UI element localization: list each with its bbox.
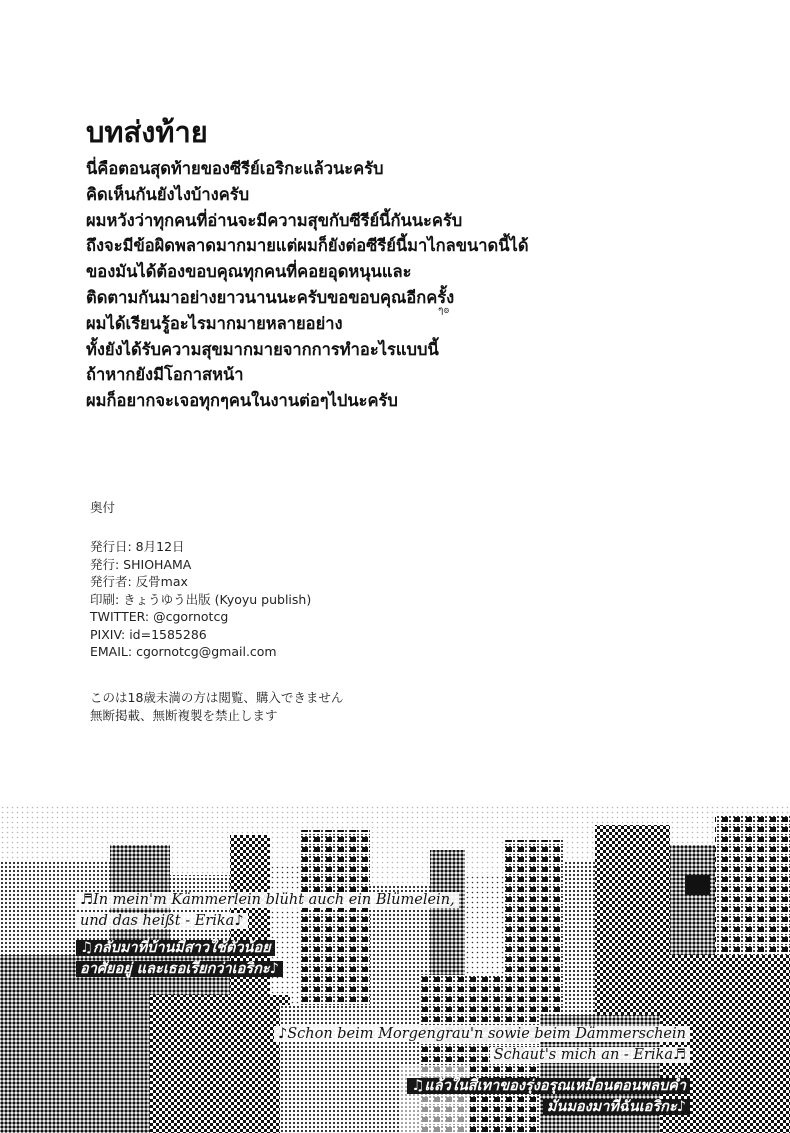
- colophon-issuer: 発行者: 反骨max: [90, 574, 188, 589]
- afterword-line: ติดตามกันมาอย่างยาวนานนะครับขอขอบคุณอีกครั้ง: [86, 287, 455, 307]
- colophon-twitter: TWITTER: @cgornotcg: [90, 609, 229, 624]
- small-mark: ๆ๏: [438, 305, 450, 316]
- afterword-body: [86, 156, 766, 414]
- lyric-verse2-german-line2: Schaut's mich an - Erika♬: [490, 1047, 690, 1063]
- afterword-line: ถ้าหากยังมีโอกาสหน้า: [86, 365, 244, 385]
- age-notice: [90, 689, 343, 724]
- lyric-verse1-thai-line1: ♫กลับมาที่บ้านมีสาวใช้ตัวน้อย: [76, 940, 275, 956]
- lyric-verse1-thai-line2: อาศัยอยู่ และเธอเรียกว่าเอริกะ♪: [76, 961, 283, 977]
- lyric-verse1-thai: [76, 937, 283, 979]
- lyric-verse1-german-line2: und das heißt - Erika♪: [76, 913, 248, 929]
- colophon-pixiv: PIXIV: id=1585286: [90, 626, 207, 642]
- colophon-email: EMAIL: cgornotcg@gmail.com: [90, 644, 277, 659]
- afterword-line: ผมได้เรียนรู้อะไรมากมายหลายอย่าง: [86, 313, 343, 333]
- colophon-section: [90, 498, 510, 661]
- lyric-verse1-german-line1: ♬In mein'm Kämmerlein blüht auch ein Blümelein,: [76, 892, 459, 908]
- afterword-line: นี่คือตอนสุดท้ายของซีรีย์เอริกะแล้วนะครับ: [86, 159, 384, 178]
- lyric-verse2-german-line1: ♪Schon beim Morgengrau'n sowie beim Dämmerschein: [274, 1026, 690, 1042]
- lyric-verse2-german: [274, 1023, 690, 1065]
- age-restriction-text: このは18歳未満の方は閲覧、購入できません: [90, 690, 344, 705]
- lyric-verse2-thai: [407, 1075, 690, 1117]
- colophon-publish-date: 発行日: 8月12日: [90, 539, 185, 554]
- colophon-title: 奥付: [90, 500, 116, 515]
- afterword-line: ของมันได้ต้องขอบคุณทุกคนที่คอยอุดหนุนและ: [86, 262, 412, 282]
- colophon-publisher: 発行: SHIOHAMA: [90, 556, 192, 572]
- afterword-line: ผมหวังว่าทุกคนที่อ่านจะมีความสุขกับซีรีย์นี้กันนะครับ: [86, 210, 463, 230]
- copyright-notice-text: 無断掲載、無断複製を禁止します: [90, 707, 278, 723]
- lyric-verse2-thai-line2: มันมองมาที่ฉันเอริกะ♪: [543, 1099, 690, 1115]
- afterword-line: ทั้งยังได้รับความสุขมากมายจากการทำอะไรแบบนี้: [86, 339, 439, 359]
- lyric-verse1-german: [76, 889, 459, 931]
- lyric-verse2-thai-line1: ♫แล้วในสีเทาของรุ่งอรุณเหมือนตอนพลบค่ำ: [407, 1078, 690, 1094]
- afterword-section: [86, 112, 766, 414]
- afterword-line: คิดเห็นกันยังไงบ้างครับ: [86, 184, 250, 204]
- afterword-line: ผมก็อยากจะเจอทุกๆคนในงานต่อๆไปนะครับ: [86, 391, 398, 411]
- afterword-line: ถึงจะมีข้อผิดพลาดมากมายแต่ผมก็ยังต่อซีรีย์นี้มาไกลขนาดนี้ได้: [86, 236, 529, 256]
- afterword-title: บทส่งท้าย: [86, 115, 208, 149]
- colophon-printer: 印刷: きょうゆう出版 (Kyoyu publish): [90, 591, 312, 607]
